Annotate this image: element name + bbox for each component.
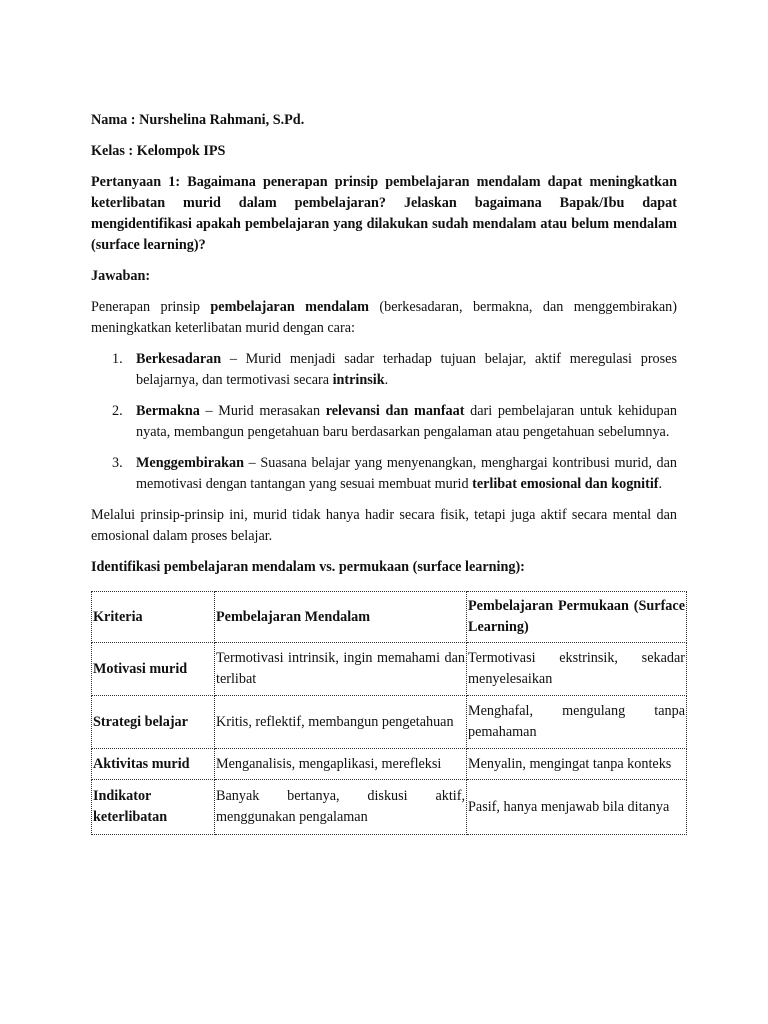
principle-item bbox=[91, 453, 677, 495]
principle-text-end: dari pembelajaran untuk kehidupan nyata, membangun pengetahuan baru berdasarkan pengalaman atau pengetahuan sebelumnya. bbox=[136, 403, 677, 440]
table-row bbox=[92, 780, 687, 835]
document-page bbox=[91, 110, 685, 835]
table-row bbox=[92, 696, 687, 749]
question-text: Pertanyaan 1: Bagaimana penerapan prinsip pembelajaran mendalam dapat meningkatkan keterlibatan murid dalam pembelajaran? Jelaskan bagaimana Bapak/Ibu dapat mengidentifikasi apakah pembelajaran yang dilakukan sudah mendalam atau belum mendalam (surface learning)? bbox=[91, 174, 677, 253]
answer-intro-bold: pembelajaran mendalam bbox=[210, 299, 369, 315]
deep-cell: Banyak bertanya, diskusi aktif, menggunakan pengalaman bbox=[215, 780, 467, 835]
principle-text-end: . bbox=[384, 372, 389, 388]
criteria-cell: Strategi belajar bbox=[92, 696, 215, 749]
surface-cell: Menyalin, mengingat tanpa konteks bbox=[467, 749, 687, 780]
principle-term: Menggembirakan bbox=[136, 455, 244, 471]
principle-term: Berkesadaran bbox=[136, 351, 222, 367]
principle-emphasis: terlibat emosional dan kognitif bbox=[472, 476, 659, 492]
principle-item bbox=[91, 401, 677, 443]
principle-term: Bermakna bbox=[136, 403, 200, 419]
deep-cell: Kritis, reflektif, membangun pengetahuan bbox=[215, 696, 467, 749]
header-deep: Pembelajaran Mendalam bbox=[215, 592, 467, 643]
identification-heading: Identifikasi pembelajaran mendalam vs. permukaan (surface learning): bbox=[91, 559, 525, 575]
header-surface: Pembelajaran Permukaan (Surface Learning) bbox=[467, 592, 687, 643]
table-header-row bbox=[92, 592, 687, 643]
principle-text: – Suasana belajar yang menyenangkan, menghargai kontribusi murid, dan memotivasi dengan tantangan yang sesuai membuat murid bbox=[136, 455, 677, 492]
deep-cell: Menganalisis, mengaplikasi, merefleksi bbox=[215, 749, 467, 780]
table-row bbox=[92, 749, 687, 780]
criteria-cell: Aktivitas murid bbox=[92, 749, 215, 780]
student-class: Kelas : Kelompok IPS bbox=[91, 143, 226, 159]
answer-intro bbox=[91, 297, 677, 339]
principle-text: – Murid menjadi sadar terhadap tujuan belajar, aktif meregulasi proses belajarnya, dan termotivasi secara bbox=[136, 351, 677, 388]
principle-item bbox=[91, 349, 677, 391]
answer-intro-prefix: Penerapan prinsip bbox=[91, 299, 211, 315]
answer-intro-suffix: (berkesadaran, bermakna, dan menggembirakan) meningkatkan keterlibatan murid dengan cara: bbox=[91, 299, 677, 336]
principle-number: 1. bbox=[112, 351, 123, 367]
principle-emphasis: relevansi dan manfaat bbox=[325, 403, 465, 419]
header-criteria: Kriteria bbox=[92, 592, 215, 643]
table-row bbox=[92, 643, 687, 696]
student-name: Nama : Nurshelina Rahmani, S.Pd. bbox=[91, 112, 305, 128]
principle-text-end: . bbox=[658, 476, 663, 492]
answer-heading: Jawaban: bbox=[91, 268, 151, 284]
deep-cell: Termotivasi intrinsik, ingin memahami dan terlibat bbox=[215, 643, 467, 696]
principle-number: 3. bbox=[112, 455, 123, 471]
surface-cell: Menghafal, mengulang tanpa pemahaman bbox=[467, 696, 687, 749]
principle-text: – Murid merasakan bbox=[199, 403, 326, 419]
surface-cell: Pasif, hanya menjawab bila ditanya bbox=[467, 780, 687, 835]
principle-emphasis: intrinsik bbox=[332, 372, 385, 388]
surface-cell: Termotivasi ekstrinsik, sekadar menyelesaikan bbox=[467, 643, 687, 696]
principle-list bbox=[91, 349, 677, 495]
answer-closing: Melalui prinsip-prinsip ini, murid tidak hanya hadir secara fisik, tetapi juga aktif secara mental dan emosional dalam proses belajar. bbox=[91, 507, 677, 544]
criteria-cell: Motivasi murid bbox=[92, 643, 215, 696]
criteria-cell: Indikator keterlibatan bbox=[92, 780, 215, 835]
comparison-table bbox=[91, 591, 687, 835]
principle-number: 2. bbox=[112, 403, 123, 419]
